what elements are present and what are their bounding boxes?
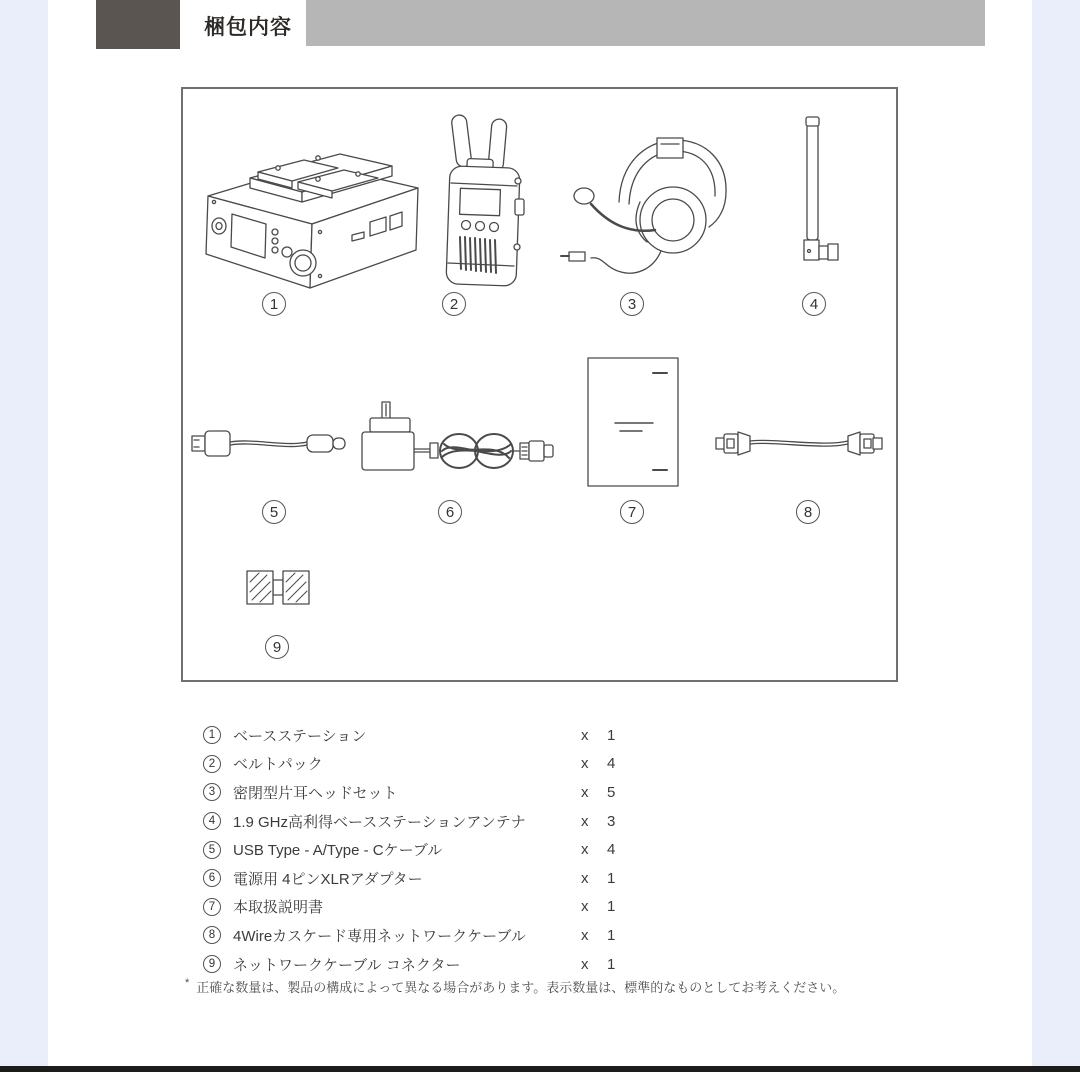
list-item	[203, 893, 673, 922]
item-number: 7	[203, 898, 221, 916]
right-margin	[1032, 0, 1080, 1066]
quantity-value: 4	[607, 755, 616, 773]
quantity-value: 1	[607, 955, 616, 973]
item-number: 3	[203, 783, 221, 801]
headset-illustration	[557, 130, 742, 282]
list-item	[203, 950, 673, 979]
beltpack-illustration	[427, 107, 537, 292]
footnote-marker: *	[185, 977, 190, 989]
quantity-mark: x	[581, 926, 589, 944]
item-label: 1.9 GHz高利得ベースステーションアンテナ	[233, 813, 526, 831]
item-label: 電源用 4ピンXLRアダプター	[233, 870, 423, 888]
list-item	[203, 835, 673, 864]
item-number: 8	[203, 926, 221, 944]
antenna-illustration	[787, 110, 842, 275]
figure-number-3: 3	[620, 292, 644, 316]
contents-list	[203, 721, 673, 978]
power-adapter-illustration	[354, 394, 559, 479]
header-accent-block	[96, 0, 180, 49]
item-number: 2	[203, 755, 221, 773]
item-label: 密閉型片耳ヘッドセット	[233, 784, 398, 802]
figure-number-1: 1	[262, 292, 286, 316]
quantity-mark: x	[581, 841, 589, 859]
quantity-mark: x	[581, 755, 589, 773]
quantity-mark: x	[581, 783, 589, 801]
figure-number-6: 6	[438, 500, 462, 524]
header-bar	[306, 0, 985, 46]
list-item	[203, 750, 673, 779]
quantity-mark: x	[581, 898, 589, 916]
item-label: ベースステーション	[233, 727, 367, 745]
connector-illustration	[245, 568, 311, 608]
footnote-text: 正確な数量は、製品の構成によって異なる場合があります。表示数量は、標準的なものとしてお考えください。	[196, 980, 846, 995]
item-label: 本取扱説明書	[233, 899, 324, 917]
list-item	[203, 721, 673, 750]
item-number: 6	[203, 869, 221, 887]
item-label: 4Wireカスケード専用ネットワークケーブル	[233, 927, 526, 945]
page-bottom-bar	[0, 1066, 1080, 1072]
list-item	[203, 807, 673, 836]
item-number: 9	[203, 955, 221, 973]
item-number: 5	[203, 841, 221, 859]
quantity-mark: x	[581, 955, 589, 973]
quantity-value: 1	[607, 869, 616, 887]
quantity-value: 1	[607, 898, 616, 916]
quantity-mark: x	[581, 869, 589, 887]
figure-number-2: 2	[442, 292, 466, 316]
network-cable-illustration	[714, 424, 884, 462]
figure-number-4: 4	[802, 292, 826, 316]
item-number: 4	[203, 812, 221, 830]
item-label: USB Type - A/Type - Cケーブル	[233, 842, 443, 860]
item-label: ベルトパック	[233, 756, 323, 774]
item-label: ネットワークケーブル コネクター	[233, 956, 461, 974]
figure-number-7: 7	[620, 500, 644, 524]
quantity-value: 5	[607, 783, 616, 801]
quantity-mark: x	[581, 812, 589, 830]
base-station-illustration	[194, 130, 424, 295]
page-title: 梱包内容	[204, 16, 292, 39]
footnote	[185, 977, 845, 996]
list-item	[203, 864, 673, 893]
figure-number-8: 8	[796, 500, 820, 524]
quantity-value: 1	[607, 726, 616, 744]
item-number: 1	[203, 726, 221, 744]
figure-number-9: 9	[265, 635, 289, 659]
list-item	[203, 921, 673, 950]
manual-illustration	[587, 357, 679, 487]
figure-number-5: 5	[262, 500, 286, 524]
list-item	[203, 778, 673, 807]
package-contents-diagram	[181, 87, 898, 682]
usb-cable-illustration	[190, 422, 350, 464]
quantity-mark: x	[581, 726, 589, 744]
quantity-value: 3	[607, 812, 616, 830]
quantity-value: 4	[607, 841, 616, 859]
left-margin	[0, 0, 48, 1066]
quantity-value: 1	[607, 926, 616, 944]
